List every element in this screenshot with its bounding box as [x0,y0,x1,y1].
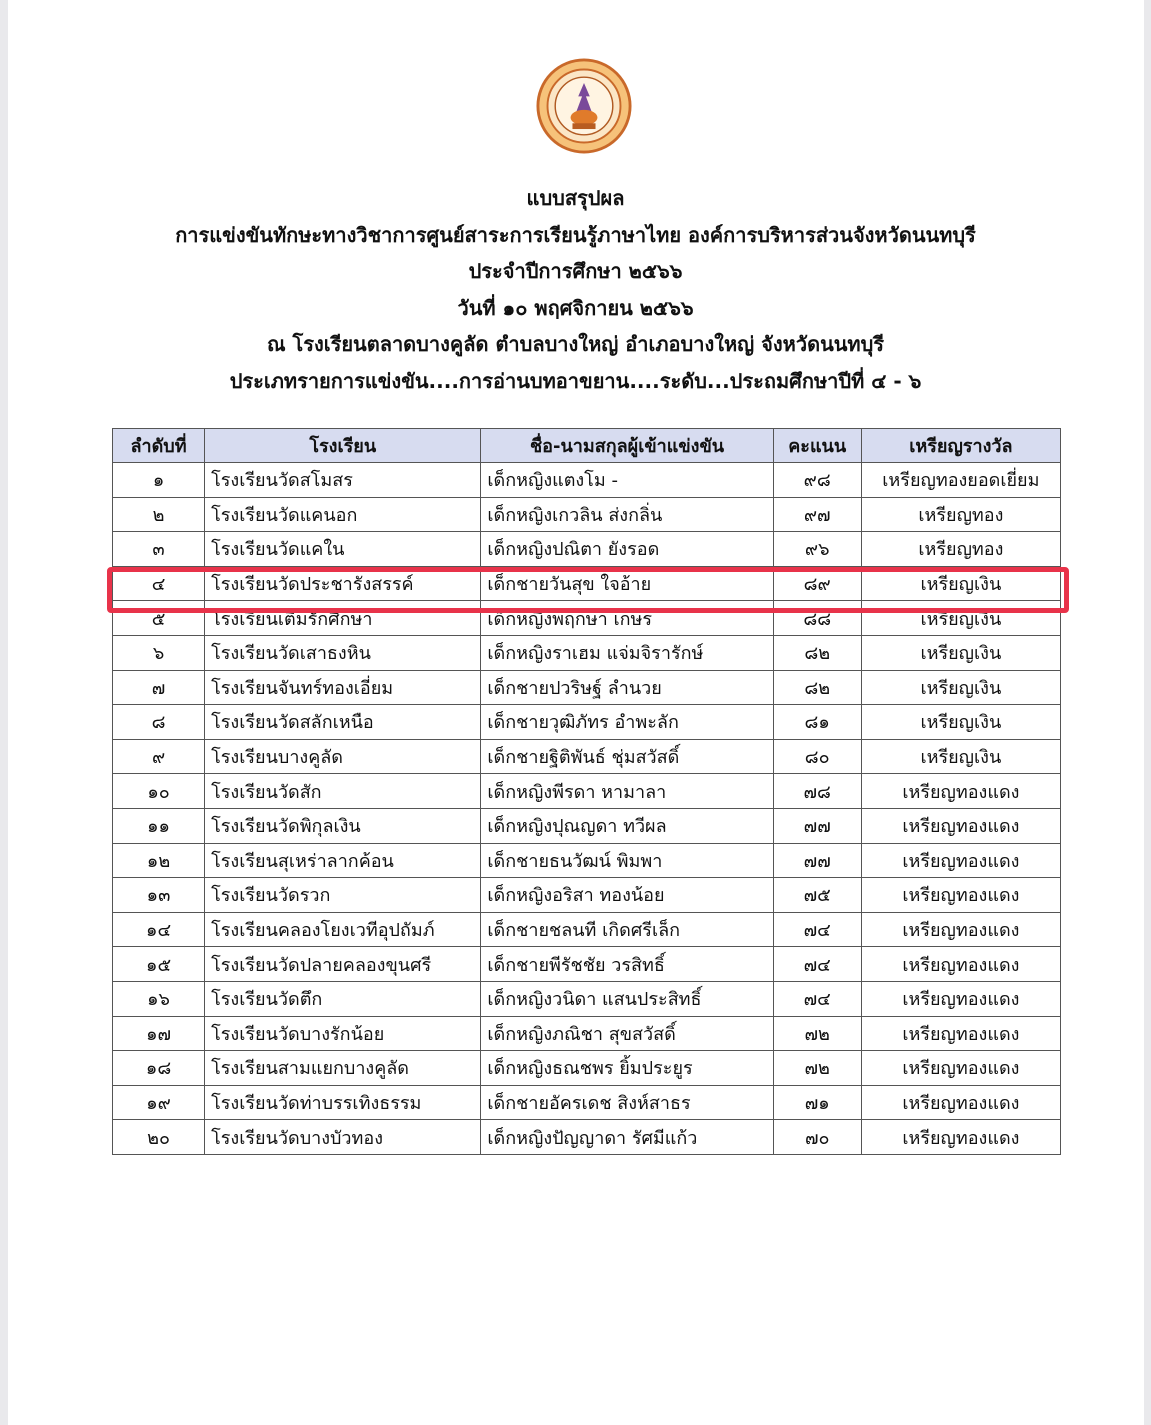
order-cell: ๑๗ [113,1016,205,1051]
score-cell: ๙๖ [773,532,861,567]
contestant-name-cell: เด็กหญิงแตงโม - [481,463,773,498]
table-row [113,705,1061,740]
table-row [113,1016,1061,1051]
order-cell: ๔ [113,566,205,601]
award-cell: เหรียญทองแดง [861,1016,1060,1051]
contestant-name-cell: เด็กหญิงราเฮม แจ่มจิรารักษ์ [481,635,773,670]
score-cell: ๘๙ [773,566,861,601]
school-cell: โรงเรียนวัดปลายคลองขุนศรี [205,947,481,982]
contestant-name-cell: เด็กชายอัครเดช สิงห์สาธร [481,1085,773,1120]
table-header-row [113,429,1061,463]
contestant-name-cell: เด็กหญิงปุณญดา ทวีผล [481,808,773,843]
award-cell: เหรียญทอง [861,497,1060,532]
contestant-name-cell: เด็กหญิงวนิดา แสนประสิทธิ์ [481,981,773,1016]
score-cell: ๗๘ [773,774,861,809]
table-row [113,635,1061,670]
award-cell: เหรียญทองยอดเยี่ยม [861,463,1060,498]
table-row [113,981,1061,1016]
contestant-name-cell: เด็กหญิงธณชพร ยิ้มประยูร [481,1051,773,1086]
order-cell: ๑๖ [113,981,205,1016]
order-cell: ๑๑ [113,808,205,843]
contestant-name-cell: เด็กหญิงพฤกษา เกษร [481,601,773,636]
school-cell: โรงเรียนวัดประชารังสรรค์ [205,566,481,601]
school-cell: โรงเรียนจันทร์ทองเอี่ยม [205,670,481,705]
school-cell: โรงเรียนวัดแคนอก [205,497,481,532]
date-line: วันที่ ๑๐ พฤศจิกายน ๒๕๖๖ [457,295,694,320]
score-cell: ๗๗ [773,843,861,878]
contestant-name-cell: เด็กชายปวริษฐ์ ลำนวย [481,670,773,705]
award-cell: เหรียญทองแดง [861,1085,1060,1120]
table-row [113,1051,1061,1086]
contestant-name-cell: เด็กชายฐิติพันธ์ ชุ่มสวัสดิ์ [481,739,773,774]
table-row [113,739,1061,774]
column-header-award: เหรียญรางวัล [861,429,1060,463]
column-header-school: โรงเรียน [205,429,481,463]
contestant-name-cell: เด็กชายชลนที เกิดศรีเล็ก [481,912,773,947]
table-row [113,878,1061,913]
school-cell: โรงเรียนวัดบางรักน้อย [205,1016,481,1051]
order-cell: ๑๕ [113,947,205,982]
school-cell: โรงเรียนวัดสโมสร [205,463,481,498]
category-line: ประเภทรายการแข่งขัน....การอ่านบทอาขยาน....ระดับ...ประถมศึกษาปีที่ ๔ - ๖ [229,368,922,393]
score-cell: ๗๗ [773,808,861,843]
table-row [113,601,1061,636]
competition-line: การแข่งขันทักษะทางวิชาการศูนย์สาระการเรียนรู้ภาษาไทย องค์การบริหารส่วนจังหวัดนนทบุรี [175,222,976,247]
award-cell: เหรียญทองแดง [861,878,1060,913]
table-row [113,947,1061,982]
award-cell: เหรียญทองแดง [861,947,1060,982]
order-cell: ๘ [113,705,205,740]
contestant-name-cell: เด็กหญิงภณิชา สุขสวัสดิ์ [481,1016,773,1051]
score-cell: ๗๐ [773,1120,861,1155]
contestant-name-cell: เด็กหญิงพีรดา หามาลา [481,774,773,809]
document-header [0,180,1151,399]
contestant-name-cell: เด็กหญิงปณิตา ยังรอด [481,532,773,567]
school-cell: โรงเรียนบางคูลัด [205,739,481,774]
table-row [113,670,1061,705]
table-row [113,1120,1061,1155]
school-cell: โรงเรียนวัดท่าบรรเทิงธรรม [205,1085,481,1120]
award-cell: เหรียญทองแดง [861,912,1060,947]
score-cell: ๘๘ [773,601,861,636]
contestant-name-cell: เด็กหญิงเกวลิน ส่งกลิ่น [481,497,773,532]
school-cell: โรงเรียนวัดเสาธงหิน [205,635,481,670]
award-cell: เหรียญทองแดง [861,981,1060,1016]
score-cell: ๘๒ [773,635,861,670]
school-cell: โรงเรียนสุเหร่าลากค้อน [205,843,481,878]
order-cell: ๙ [113,739,205,774]
contestant-name-cell: เด็กชายวุฒิภัทร อำพะลัก [481,705,773,740]
award-cell: เหรียญทองแดง [861,1051,1060,1086]
column-header-score: คะแนน [773,429,861,463]
award-cell: เหรียญเงิน [861,566,1060,601]
results-table [112,428,1061,1155]
school-cell: โรงเรียนวัดสลักเหนือ [205,705,481,740]
school-cell: โรงเรียนวัดพิกุลเงิน [205,808,481,843]
score-cell: ๘๒ [773,670,861,705]
award-cell: เหรียญเงิน [861,601,1060,636]
order-cell: ๑๙ [113,1085,205,1120]
school-cell: โรงเรียนเติมรักศึกษา [205,601,481,636]
award-cell: เหรียญเงิน [861,670,1060,705]
table-row [113,463,1061,498]
page-title: แบบสรุปผล [526,186,625,210]
school-cell: โรงเรียนสามแยกบางคูลัด [205,1051,481,1086]
school-cell: โรงเรียนวัดตึก [205,981,481,1016]
table-row [113,497,1061,532]
award-cell: เหรียญทองแดง [861,1120,1060,1155]
score-cell: ๗๕ [773,878,861,913]
score-cell: ๘๐ [773,739,861,774]
table-row [113,566,1061,601]
contestant-name-cell: เด็กชายพีรัชชัย วรสิทธิ์ [481,947,773,982]
order-cell: ๗ [113,670,205,705]
school-cell: โรงเรียนคลองโยงเวทีอุปถัมภ์ [205,912,481,947]
score-cell: ๙๗ [773,497,861,532]
award-cell: เหรียญเงิน [861,739,1060,774]
venue-line: ณ โรงเรียนตลาดบางคูลัด ตำบลบางใหญ่ อำเภอบางใหญ่ จังหวัดนนทบุรี [266,332,885,356]
school-cell: โรงเรียนวัดบางบัวทอง [205,1120,481,1155]
score-cell: ๗๒ [773,1051,861,1086]
table-row [113,808,1061,843]
order-cell: ๑๐ [113,774,205,809]
order-cell: ๖ [113,635,205,670]
order-cell: ๑๘ [113,1051,205,1086]
school-cell: โรงเรียนวัดรวก [205,878,481,913]
table-row [113,1085,1061,1120]
award-cell: เหรียญทองแดง [861,774,1060,809]
column-header-name: ชื่อ-นามสกุลผู้เข้าแข่งขัน [481,429,773,463]
award-cell: เหรียญทองแดง [861,808,1060,843]
order-cell: ๑๔ [113,912,205,947]
order-cell: ๑๒ [113,843,205,878]
column-header-order: ลำดับที่ [113,429,205,463]
score-cell: ๗๔ [773,912,861,947]
award-cell: เหรียญเงิน [861,635,1060,670]
order-cell: ๓ [113,532,205,567]
school-cell: โรงเรียนวัดสัก [205,774,481,809]
score-cell: ๗๔ [773,947,861,982]
seal-emblem-icon [536,58,632,154]
award-cell: เหรียญเงิน [861,705,1060,740]
contestant-name-cell: เด็กชายธนวัฒน์ พิมพา [481,843,773,878]
table-row [113,912,1061,947]
score-cell: ๗๔ [773,981,861,1016]
score-cell: ๗๒ [773,1016,861,1051]
school-cell: โรงเรียนวัดแคใน [205,532,481,567]
order-cell: ๑๓ [113,878,205,913]
award-cell: เหรียญทอง [861,532,1060,567]
order-cell: ๒๐ [113,1120,205,1155]
score-cell: ๘๑ [773,705,861,740]
contestant-name-cell: เด็กหญิงปัญญาดา รัศมีแก้ว [481,1120,773,1155]
order-cell: ๑ [113,463,205,498]
contestant-name-cell: เด็กหญิงอริสา ทองน้อย [481,878,773,913]
table-row [113,774,1061,809]
academic-year-line: ประจำปีการศึกษา ๒๕๖๖ [468,259,683,283]
contestant-name-cell: เด็กชายวันสุข ใจอ้าย [481,566,773,601]
table-row [113,532,1061,567]
order-cell: ๕ [113,601,205,636]
order-cell: ๒ [113,497,205,532]
award-cell: เหรียญทองแดง [861,843,1060,878]
score-cell: ๙๘ [773,463,861,498]
table-row [113,843,1061,878]
score-cell: ๗๑ [773,1085,861,1120]
